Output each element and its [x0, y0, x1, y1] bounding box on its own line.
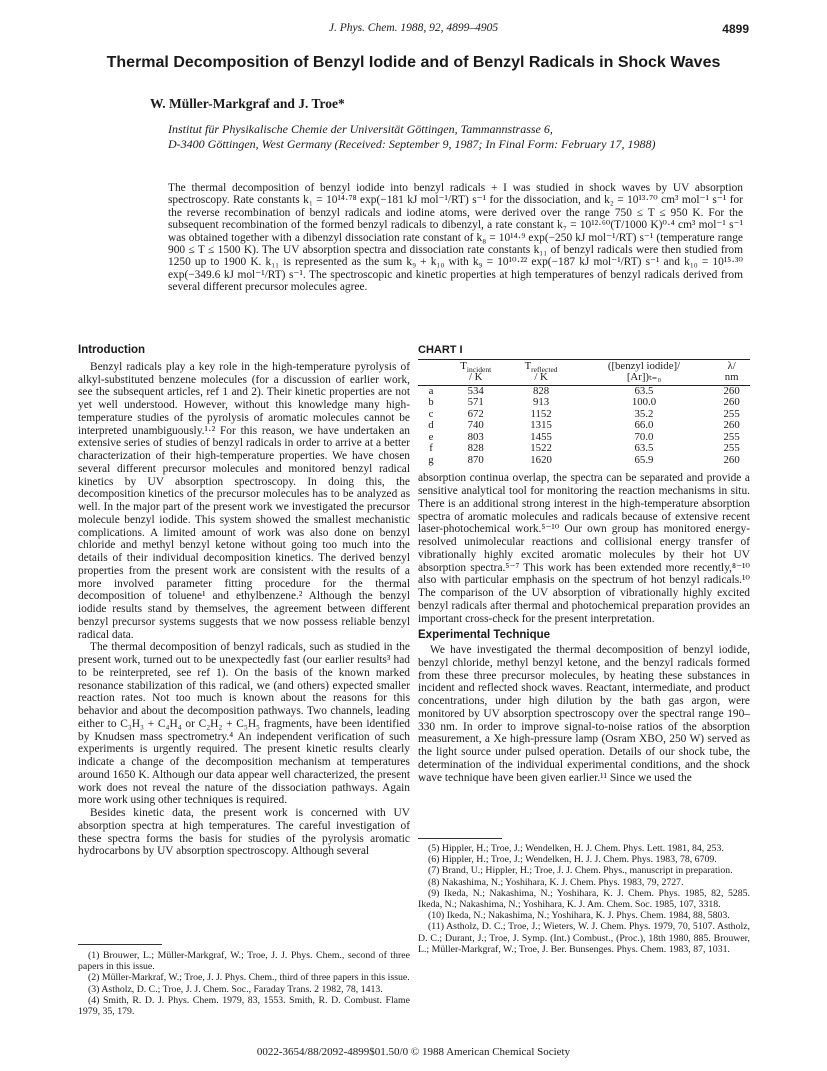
chart-cell-label: d — [428, 419, 434, 432]
chart-cell-lambda: 260 — [723, 453, 740, 466]
chart-cell-t-reflected: 913 — [532, 396, 550, 409]
chart-cell-t-reflected: 828 — [532, 384, 550, 397]
affiliation-line-2: D-3400 Göttingen, West Germany (Received: September 9, 1987; In Final Form: February 17, 1988) — [168, 136, 656, 151]
footnote-10: (10) Ikeda, N.; Nakashima, N.; Yoshihara, K. J. Phys. Chem. 1984, 88, 5803. — [428, 910, 730, 922]
chart-body — [418, 385, 750, 466]
chart-cell-ratio: 66.0 — [634, 419, 654, 432]
chart-cell-t-incident: 828 — [467, 442, 484, 455]
chart-cell-t-incident: 672 — [467, 407, 484, 420]
col-sub: incident — [466, 364, 492, 374]
abstract: The thermal decomposition of benzyl iodide into benzyl radicals + I was studied in shock waves by UV absorption spectroscopy. Rate constants k₁ = 10¹⁴·⁷⁸ exp(−181 kJ mol⁻¹/RT) s⁻¹ for the dissociation, and k₂ = 10¹³·⁷⁰ cm³ mol⁻¹ s⁻¹ for the reverse recombination of benzyl radicals and iodine atoms, were derived over the range 750 ≤ T ≤ 950 K. For the subsequent recombination of the formed benzyl radicals to dibenzyl, a rate constant k₇ = 10¹²·⁶⁰(T/1000 K)⁰·⁴ cm³ mol⁻¹ s⁻¹ was obtained together with a dibenzyl dissociation rate constant of k₈ = 10¹⁴·⁹ exp(−250 kJ mol⁻¹/RT) s⁻¹ (temperature range 900 ≤ T ≤ 1500 K). The UV absorption spectra and dissociation rate constants k₁₁ of benzyl radicals were then studied from 1250 up to 1900 K. k₁₁ is represented as the sum k₉ + k₁₀ with k₉ = 10¹⁰·²² exp(−187 kJ mol⁻¹/RT) s⁻¹ and k₁₀ = 10¹⁵·³⁰ exp(−349.6 kJ mol⁻¹/RT) s⁻¹. The spectroscopic and kinetic properties at high temperatures of benzyl radicals derived from several different precursor molecules agree. — [168, 182, 743, 294]
chart-cell-label: e — [428, 430, 434, 443]
journal-citation: J. Phys. Chem. 1988, 92, 4899–4905 — [328, 22, 499, 34]
footnote-4: (4) Smith, R. D. J. Phys. Chem. 1979, 83, 1553. Smith, R. D. Combust. Flame 1979, 35, 179. — [78, 994, 410, 1018]
chart-cell-lambda: 260 — [723, 419, 740, 432]
col-unit: / K — [468, 371, 483, 384]
chart-cell-lambda: 260 — [723, 396, 740, 409]
footnote-rule-right — [418, 838, 502, 839]
experimental-heading: Experimental Technique — [418, 629, 551, 642]
col-unit: nm — [724, 371, 739, 384]
chart-cell-lambda: 255 — [723, 442, 740, 455]
chart-header-row — [418, 359, 750, 385]
chart-cell-t-reflected: 1315 — [530, 419, 552, 432]
chart-row — [418, 455, 750, 467]
chart-cell-lambda: 260 — [723, 384, 740, 397]
intro-paragraph-3: Besides kinetic data, the present work is concerned with UV absorption spectra at high temperatures. The careful investigation of these spectra forms the basis for studies of the pyrolysis aromatic hydrocarbons by UV absorption spectroscopy. Although several — [78, 807, 410, 858]
chart-cell-label: c — [428, 407, 434, 420]
introduction-heading: Introduction — [78, 344, 146, 356]
chart-cell-t-incident: 571 — [467, 396, 484, 409]
chart-cell-t-incident: 870 — [467, 453, 484, 466]
chart-cell-ratio: 70.0 — [634, 430, 654, 443]
col-main: T — [524, 359, 532, 372]
col-main: ([benzyl iodide]/ — [607, 359, 681, 372]
chart-cell-ratio: 35.2 — [634, 407, 654, 420]
chart-cell-lambda: 255 — [723, 430, 740, 443]
chart-cell-ratio: 63.5 — [634, 442, 654, 455]
chart-cell-label: b — [428, 396, 434, 409]
chart-table — [418, 359, 750, 467]
affiliation-line-1: Institut für Physikalische Chemie der Universität Göttingen, Tammannstrasse 6, — [168, 122, 553, 136]
chart-cell-lambda: 255 — [723, 407, 740, 420]
footnotes-right — [418, 843, 750, 955]
chart-cell-label: g — [428, 453, 434, 466]
footnote-9: (9) Ikeda, N.; Nakashima, N.; Yoshihara, K. J. Chem. Phys. 1985, 82, 5285. Ikeda, N.; Nakashima, N.; Yoshihara, K. J. Am. Chem. Soc. 1985, 107, 3318. — [418, 887, 750, 911]
footnote-8: (8) Nakashima, N.; Yoshihara, K. J. Chem. Phys. 1983, 79, 2727. — [428, 876, 684, 888]
footnotes-left — [78, 950, 410, 1017]
chart-cell-t-reflected: 1522 — [530, 442, 552, 455]
chart-cell-t-incident: 740 — [467, 419, 484, 432]
chart-col-t-incident — [444, 359, 507, 385]
right-column — [418, 344, 750, 784]
footnote-3: (3) Astholz, D. C.; Troe, J. J. Chem. Soc., Faraday Trans. 2 1982, 78, 1413. — [88, 983, 383, 995]
footnote-11: (11) Astholz, D. C.; Troe, J.; Wieters, W. J. Chem. Phys. 1979, 70, 5107. Astholz, D. C.; Durant, J.; Troe, J. Symp. (Int.) Combust., (Proc.), 18th 1980, 885. Brouwer, L.; Müller-Markgraf, W.; Troe, J. Ber. Bunsenges. Phys. Chem. 1983, 87, 1031. — [418, 921, 750, 955]
right-paragraph-1: absorption continua overlap, the spectra can be separated and provide a sensitive analytical tool for monitoring the reaction mechanisms in situ. There is an additional strong interest in the high-temperature absorption spectra of aromatic molecules and radicals because of extensive recent laser-photochemical work.⁵⁻¹⁰ Our own group has monitored energy-resolved unimolecular reactions and collisional energy transfer of vibrationally highly excited aromatic molecules by their hot UV absorption spectra.⁵⁻⁷ This work has been extended more recently,⁸⁻¹⁰ also with particular emphasis on the spectrum of hot benzyl radicals.¹⁰ The comparison of the UV absorption of vibrationally highly excited benzyl radicals after thermal and photochemical preparation provides an important cross-check for the present interpretation. — [418, 472, 750, 625]
col-unit: [Ar])ₜ₌₀ — [626, 371, 662, 384]
experimental-paragraph: We have investigated the thermal decomposition of benzyl iodide, benzyl chloride, methyl benzyl ketone, and the benzyl radicals formed from these three precursor molecules, by heating these substances in incident and reflected shock waves. Reactant, intermediate, and product concentrations, under high dilution by the bath gas argon, were monitored by UV absorption spectroscopy over the spectral range 190–330 nm. In order to improve signal-to-noise ratios of the absorption measurement, a Xe high-pressure lamp (Osram XBO, 250 W) served as the light source under pulsed operation. Details of our shock tube, the determination of the individual experimental conditions, and the shock wave technique have been given earlier.¹¹ Since we used the — [418, 644, 750, 784]
chart-col-ratio — [575, 359, 714, 385]
authors: W. Müller-Markgraf and J. Troe* — [150, 96, 345, 111]
page-number: 4899 — [722, 22, 749, 36]
chart-cell-t-reflected: 1455 — [530, 430, 552, 443]
chart-cell-ratio: 100.0 — [631, 396, 657, 409]
chart-col-lambda — [713, 359, 750, 385]
col-main: T — [460, 359, 467, 372]
left-column — [78, 344, 410, 858]
footnote-5: (5) Hippler, H.; Troe, J.; Wendelken, H. J. Chem. Phys. Lett. 1981, 84, 253. — [428, 843, 724, 854]
running-header — [78, 22, 749, 38]
chart-col-t-reflected — [507, 359, 574, 385]
col-sub: reflected — [531, 364, 558, 374]
footnote-rule-left — [78, 944, 162, 945]
col-main: λ/ — [727, 359, 736, 372]
col-unit: / K — [534, 371, 548, 384]
intro-paragraph-2: The thermal decomposition of benzyl radicals, such as studied in the present work, turned out to be unexpectedly fast (our earlier results³ had to be reinterpreted, see ref 1). On the basis of the known marked resonance stabilization of this radical, we (and others) expected smaller reaction rates. Not too much is known about the reasons for this behavior and about the decomposition pathways. Two channels, leading either to C₃H₃ + C₄H₄ or C₂H₂ + C₅H₅ fragments, have been identified by Knudsen mass spectrometry.⁴ An independent verification of such experiments is urgently required. The present kinetic results clearly indicate a change of the decomposition mechanism at temperatures around 1650 K. Although our data appear well characterized, the present work does not reveal the nature of the dissociation pathways. Again more work using other techniques is required. — [78, 641, 410, 807]
affiliation — [168, 122, 757, 151]
chart-cell-label: a — [428, 384, 434, 397]
chart-col-label — [418, 359, 444, 385]
footnote-6: (6) Hippler, H.; Troe, J.; Wendelken, H. J. J. Chem. Phys. 1983, 78, 6709. — [428, 854, 717, 866]
chart-cell-t-reflected: 1620 — [530, 453, 552, 466]
footnote-1: (1) Brouwer, L.; Müller-Markgraf, W.; Troe, J. J. Phys. Chem., second of three papers in this issue. — [78, 950, 410, 973]
footnote-2: (2) Müller-Markraf, W.; Troe, J. J. Phys. Chem., third of three papers in this issue. — [88, 972, 410, 984]
chart-cell-t-incident: 803 — [467, 430, 484, 443]
chart-cell-label: f — [429, 442, 433, 455]
chart-cell-ratio: 63.5 — [634, 384, 654, 397]
chart-cell-ratio: 65.9 — [634, 453, 654, 466]
chart-cell-t-incident: 534 — [467, 384, 484, 397]
page-footer: 0022-3654/88/2092-4899$01.50/0 © 1988 American Chemical Society — [256, 1046, 571, 1058]
chart-title: CHART I — [418, 344, 463, 356]
paper-title: Thermal Decomposition of Benzyl Iodide and of Benzyl Radicals in Shock Waves — [106, 54, 721, 71]
chart-cell-t-reflected: 1152 — [530, 407, 552, 420]
intro-paragraph-1: Benzyl radicals play a key role in the high-temperature pyrolysis of alkyl-substituted benzene molecules (for a discussion of earlier work, see the subsequent articles, ref 1 and 2). Their kinetic properties are not yet well understood. However, without this knowledge many high-temperature studies of the pyrolysis of aromatic molecules cannot be interpreted unambiguously.¹·² For this reason, we have undertaken an extensive series of studies of benzyl radicals in order to arrive at a better characterization of their high-temperature properties. We have chosen several different precursor molecules and monitored benzyl radical kinetics by UV absorption spectroscopy. In doing this, the decomposition kinetics of the precursor molecules has to be analyzed as well. In the major part of the present work we investigated the precursor molecule benzyl iodide. This system showed the smallest mechanistic complications. A limited amount of work was also done on benzyl chloride and methyl benzyl ketone without going too much into the details of their individual decomposition kinetics. The derived benzyl properties from the present work are consistent with the results of a more involved parameter fitting procedure for the thermal decomposition of toluene¹ and ethylbenzene.² Although the benzyl iodide results stand by themselves, the agreement between different benzyl precursor systems suggests that we now possess reliable benzyl radical data. — [78, 360, 410, 641]
footnote-7: (7) Brand, U.; Hippler, H.; Troe, J. J. Chem. Phys., manuscript in preparation. — [428, 865, 733, 877]
